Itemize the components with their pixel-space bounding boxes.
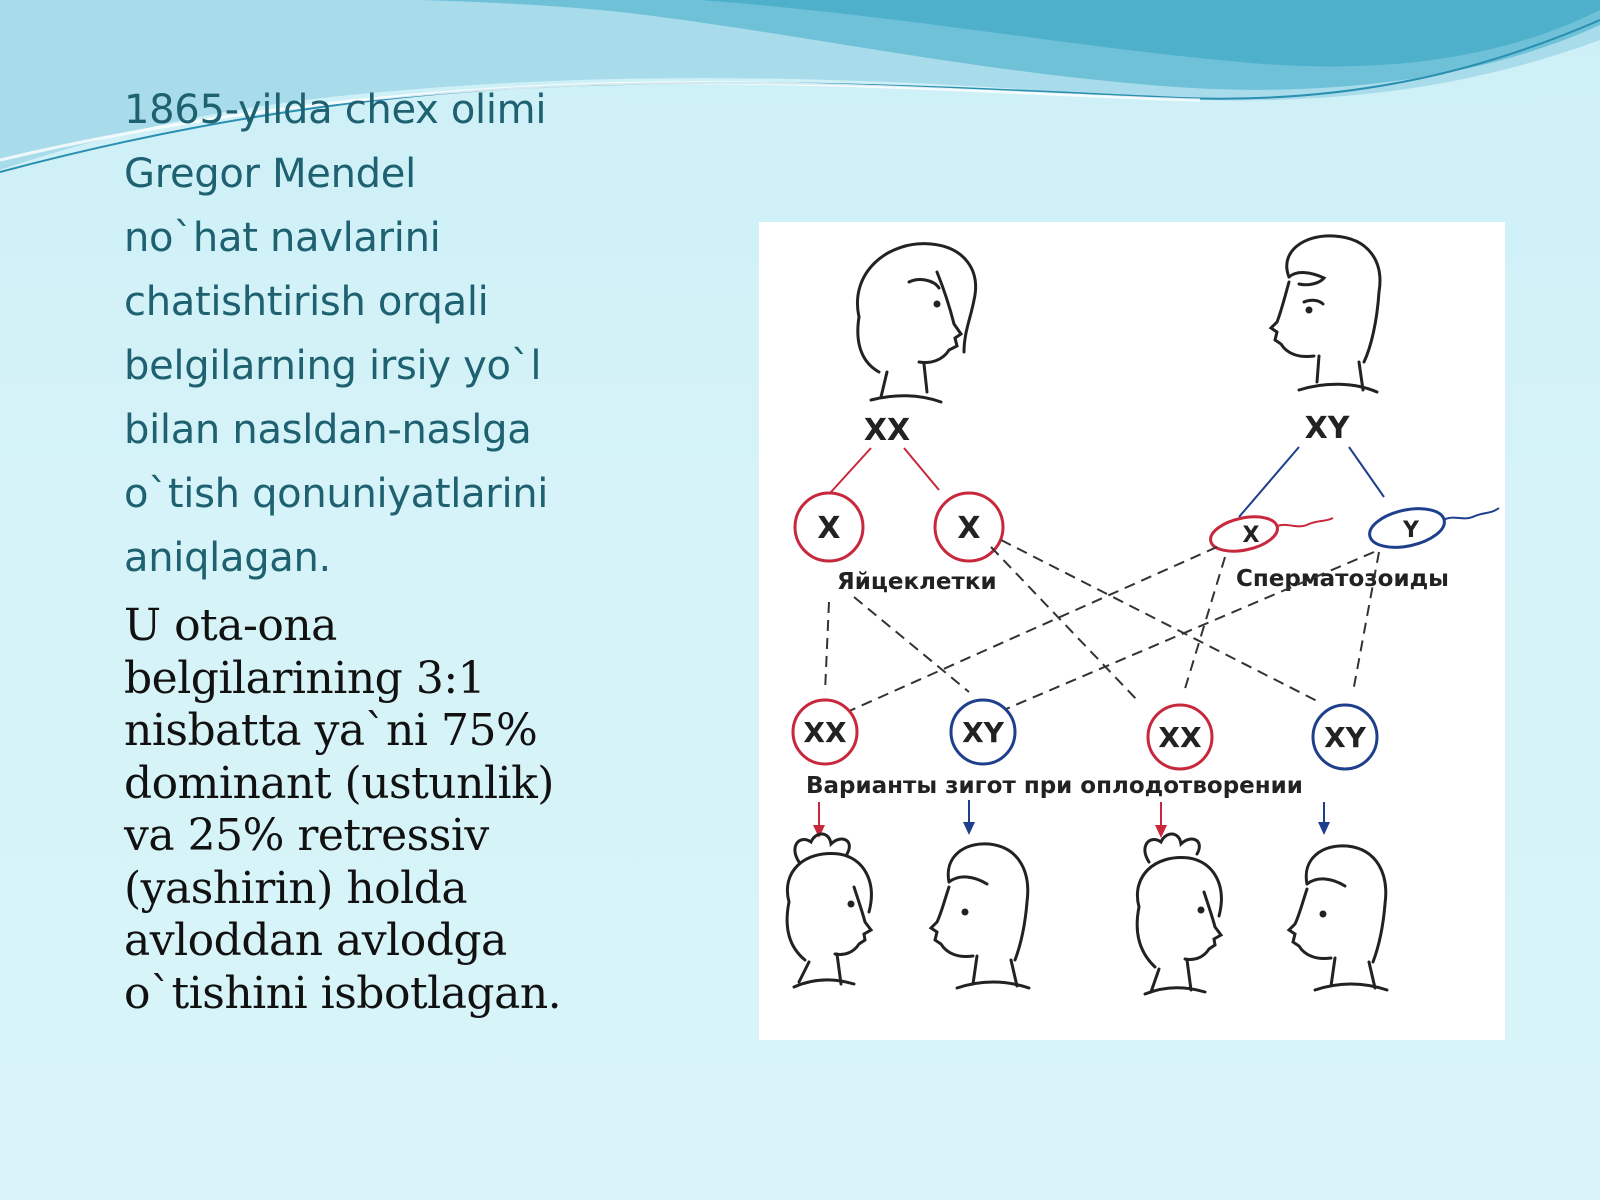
girl-head-icon: [787, 834, 871, 987]
ratio-line: U ota-ona: [124, 600, 337, 651]
parent-to-egg-line: [831, 448, 871, 492]
egg-2-label: X: [957, 511, 981, 546]
sperm-y-label: Y: [1403, 518, 1419, 543]
sex-inheritance-diagram: [759, 222, 1505, 1040]
spermy-to-zygote2-line: [999, 552, 1374, 712]
intro-paragraph: [124, 78, 624, 590]
ratio-line: dominant (ustunlik): [124, 757, 554, 809]
girl-head-icon: [1137, 834, 1221, 994]
ratio-line: (yashirin) holda: [124, 862, 468, 914]
intro-line: no`hat navlarini: [124, 215, 441, 261]
boy-head-icon: [1289, 846, 1387, 990]
sperm-cell-x: [1207, 511, 1333, 556]
intro-line: chatishtirish orqali: [124, 279, 489, 325]
parent-to-egg-line: [904, 448, 939, 490]
ratio-paragraph: [124, 600, 624, 1020]
father-genotype-label: XY: [1304, 411, 1350, 446]
mother-genotype-label: XX: [863, 413, 911, 448]
egg-1-label: X: [817, 511, 841, 546]
sperm-x-label: X: [1242, 523, 1260, 548]
egg2-to-zygote3-line: [991, 547, 1139, 702]
sperm-cell-y: [1366, 502, 1499, 553]
intro-line: belgilarning irsiy yo`l: [124, 343, 542, 389]
parent-to-sperm-line: [1239, 447, 1299, 517]
woman-head-icon: [857, 244, 975, 402]
zygote-3-label: XX: [1158, 721, 1202, 754]
arrow-down-icon: [1155, 802, 1167, 838]
ratio-line: nisbatta ya`ni 75%: [124, 705, 538, 756]
zygote-4-label: XY: [1324, 721, 1366, 754]
zygote-2-label: XY: [962, 716, 1004, 749]
ratio-line: o`tishini isbotlagan.: [124, 967, 562, 1019]
ratio-line: va 25% retressiv: [124, 810, 489, 861]
ratio-line: belgilarining 3:1: [124, 652, 486, 704]
intro-line: bilan nasldan-naslga: [124, 407, 532, 453]
sperm-label: Сперматозоиды: [1236, 566, 1449, 592]
egg1-to-zygote1-line: [825, 602, 829, 692]
intro-line: o`tish qonuniyatlarini: [124, 471, 549, 517]
arrow-down-icon: [963, 800, 975, 835]
man-head-icon: [1271, 236, 1380, 392]
diagram-canvas: [759, 222, 1505, 1040]
intro-line: aniqlagan.: [124, 535, 331, 581]
eggs-label: Яйцеклетки: [837, 569, 997, 595]
boy-head-icon: [931, 844, 1029, 988]
intro-line: Gregor Mendel: [124, 151, 416, 197]
zygotes-label: Варианты зигот при оплодотворении: [806, 773, 1303, 799]
arrow-down-icon: [1318, 802, 1330, 835]
zygote-1-label: XX: [803, 716, 847, 749]
intro-line: 1865-yilda chex olimi: [124, 87, 547, 133]
parent-to-sperm-line: [1349, 447, 1384, 497]
ratio-line: avloddan avlodga: [124, 915, 507, 966]
egg1-to-zygote2-line: [854, 597, 969, 692]
